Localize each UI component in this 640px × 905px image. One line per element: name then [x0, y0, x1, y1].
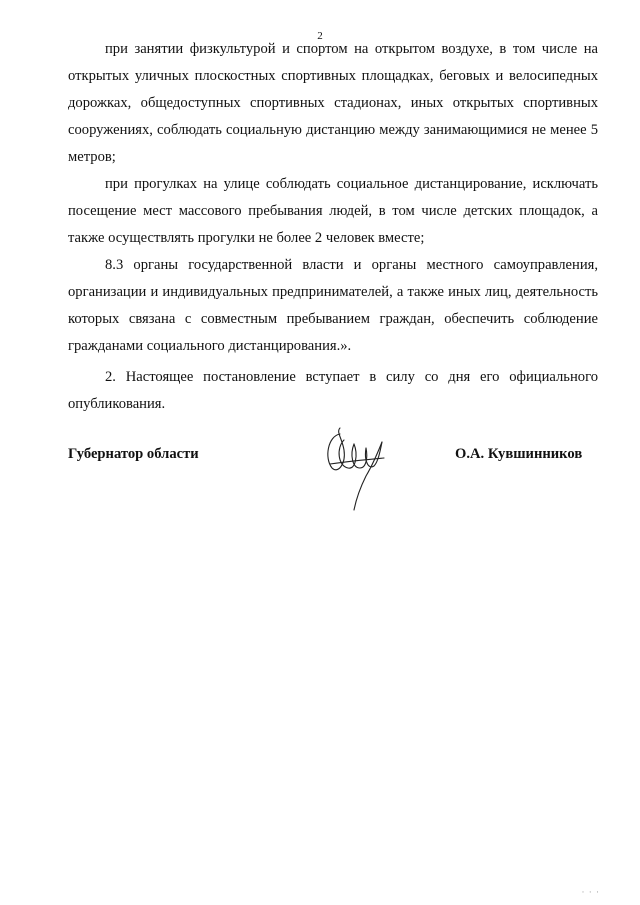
page-number: 2: [317, 30, 323, 42]
signatory-position: Губернатор области: [68, 446, 199, 462]
paragraph-sports: при занятии физкультурой и спортом на открытом воздухе, в том числе на открытых уличных плоскостных спортивных площадках, беговых и велосипедных дорожках, общедоступных спортивных стадионах, иных открытых спортивных сооружениях, соблюдать социальную дистанцию между занимающимися не менее 5 метров;: [68, 41, 598, 165]
paragraph-authorities: 8.3 органы государственной власти и органы местного самоуправления, организации и индивидуальных предпринимателей, а также иных лиц, деятельность которых связана с совместным пребыванием граждан, обеспечить соблюдение гражданами социального дистанцирования.».: [68, 257, 598, 354]
paragraph-effective-date: 2. Настоящее постановление вступает в силу со дня его официального опубликования.: [68, 369, 598, 412]
handwritten-signature: [318, 418, 390, 513]
corner-marks: · · ·: [581, 887, 600, 897]
signatory-name: О.А. Кувшинников: [455, 446, 583, 462]
paragraph-walks: при прогулках на улице соблюдать социальное дистанцирование, исключать посещение мест массового пребывания людей, в том числе детских площадок, а также осуществлять прогулки не более 2 человек вместе;: [68, 176, 598, 246]
